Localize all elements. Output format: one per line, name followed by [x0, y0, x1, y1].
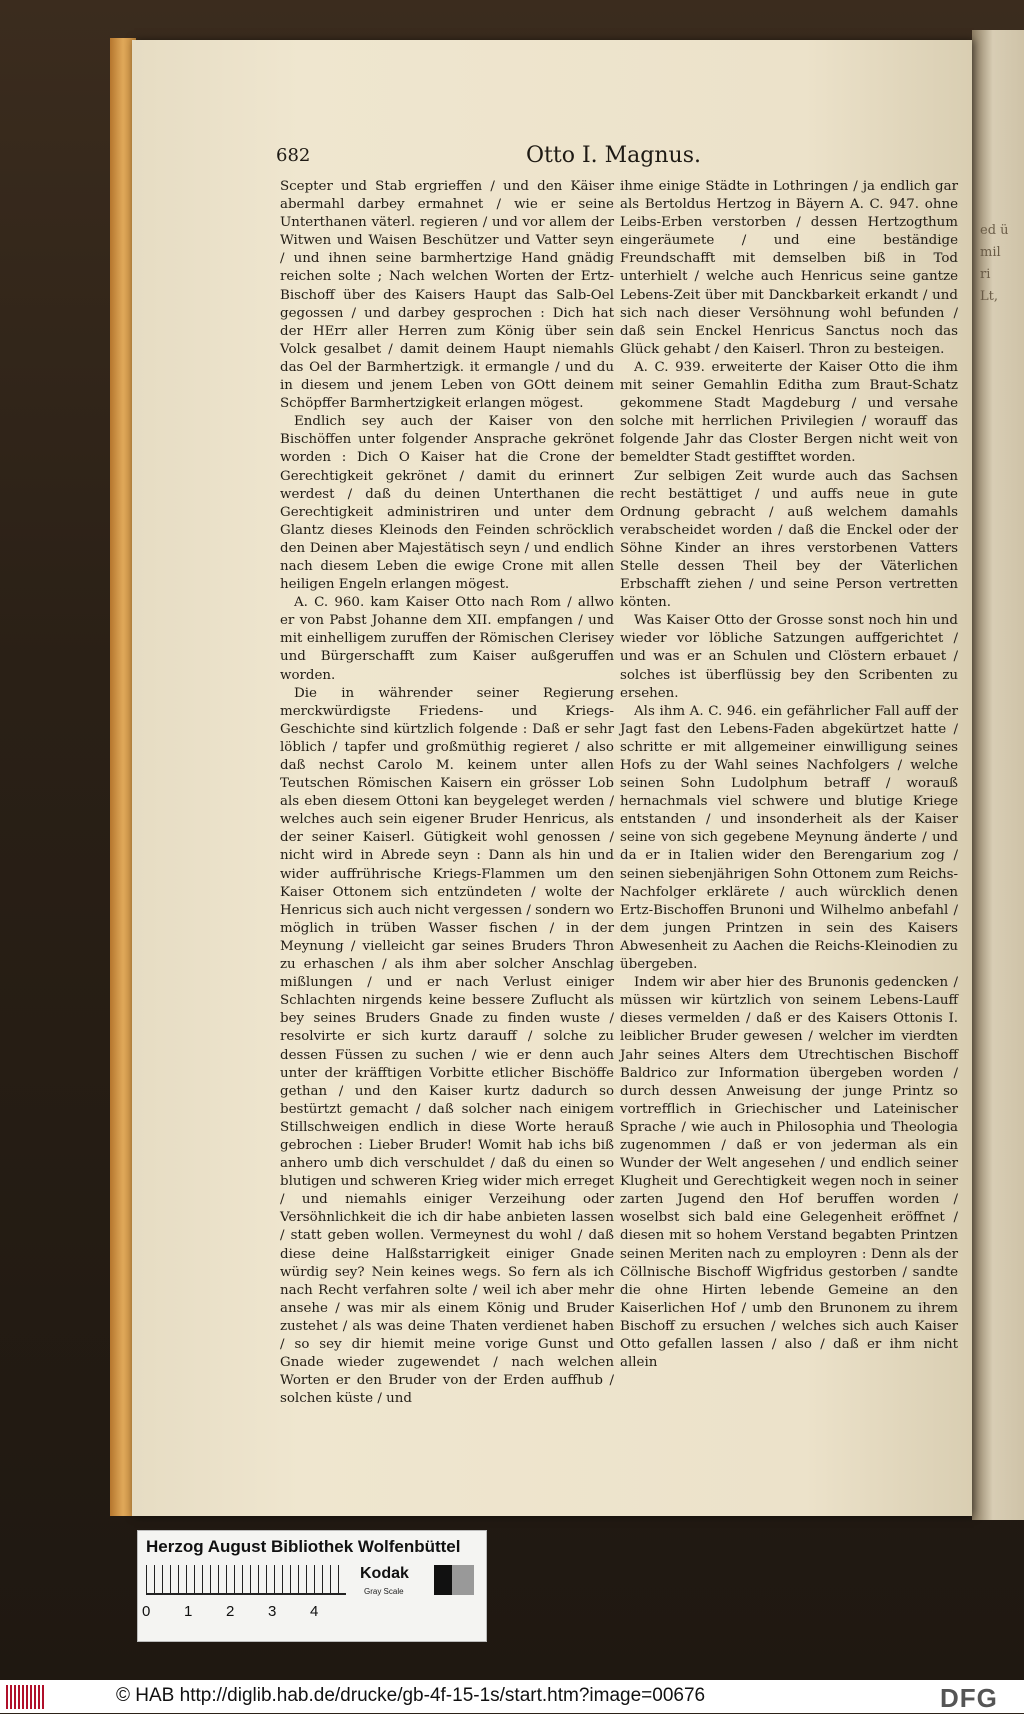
color-calibration-card [137, 1530, 487, 1642]
footer-bar [0, 1680, 1024, 1713]
adjacent-page-edge: ed ü mil ri Lt, [972, 30, 1024, 1520]
ruler-scale [146, 1565, 346, 1595]
ruler-number: 2 [226, 1603, 235, 1620]
page-header [276, 145, 954, 175]
text-column-left [280, 178, 614, 1408]
kodak-logo: Kodak [360, 1565, 409, 1582]
ruler-number: 1 [184, 1603, 193, 1620]
paragraph: ihme einige Städte in Lothringen / ja endlich gar als Bertoldus Hertzog in Bäyern A. C. 947. ohne Leibs-Erben verstorben / dessen Hertzogthum eingeräumete / und eine beständige Freundschafft mit demselben biß in Tod unterhielt / welche auch Henricus seine gantze Lebens-Zeit über mit Danckbarkeit erkandt / und sich nach dieser Versöhnung wohl befunden / daß sein Enckel Henricus Sanctus noch das Glück gehabt / den Kaiserl. Thron zu besteigen. [620, 179, 958, 357]
gray-scale-label: Gray Scale [364, 1587, 404, 1596]
footer-credit-link[interactable]: © HAB http://diglib.hab.de/drucke/gb-4f-15-1s/start.htm?image=00676 [116, 1685, 706, 1706]
paragraph: Zur selbigen Zeit wurde auch das Sachsen recht bestättiget / und auffs neue in gute Ordnung gebracht / auß welchem damahls verabscheidet worden / daß die Enckel oder der Söhne Kinder an ihres verstorbenen Vatters Stelle dessen Theil bey der Väterlichen Erbschafft ziehen / und seine Person vertretten könten. [620, 468, 958, 611]
ruler-number: 0 [142, 1603, 151, 1620]
barcode-icon [6, 1685, 46, 1709]
paragraph: Was Kaiser Otto der Grosse sonst noch hin und wieder vor löbliche Satzungen auffgerichtet / und was er an Schulen und Clöstern erbauet / solches ist überflüssig bey den Scribenten zu ersehen. [620, 613, 958, 701]
paragraph: Scepter und Stab ergrieffen / und den Käiser abermahl darbey ermahnet / wie er seine Unterthanen väterl. regieren / und vor allem der Witwen und Waisen Beschützer und Vatter seyn / und ihnen seine barmhertzige Hand gnädig reichen solte ; Nach welchen Worten der Ertz-Bischoff über des Kaisers Haupt das Salb-Oel gegossen / und darbey gesprochen : Dich hat der HErr aller Herren zum König über sein Volck gesalbet / damit deinem Haupt niemahls das Oel der Barmhertzigk. it ermangle / und du in diesem und jenem Leben von GOtt deinem Schöpffer Barmhertzigkeit erlangen mögest. [280, 179, 614, 412]
paragraph: A. C. 960. kam Kaiser Otto nach Rom / allwo er von Pabst Johanne dem XII. empfangen / und mit einhelligem zuruffen der Römischen Clerisey und Bürgerschafft zum Kaiser außgeruffen worden. [280, 595, 614, 683]
page-number: 682 [276, 145, 311, 166]
library-name: Herzog August Bibliothek Wolfenbüttel [146, 1537, 461, 1556]
dfg-logo: DFG [940, 1683, 998, 1713]
running-title: Otto I. Magnus. [526, 143, 701, 168]
ruler-number: 4 [310, 1603, 319, 1620]
paragraph: A. C. 939. erweiterte der Kaiser Otto die ihm mit seiner Gemahlin Editha zum Braut-Schatz gekommene Stadt Magdeburg / und versahe solche mit herrlichen Privilegien / worauff das folgende Jahr das Closter Bergen nicht weit von bemeldter Stadt gestifftet worden. [620, 359, 958, 466]
paragraph: Endlich sey auch der Kaiser von den Bischöffen unter folgender Ansprache gekrönet worden : Dich O Kaiser hat die Crone der Gerechtigkeit gekrönet / damit du erinnert werdest / daß du deinen Unterthanen die Gerechtigkeit administriren und unter dem Glantz dieses Kleinods den Feinden schröcklich den Deinen aber Majestätisch seyn / und endlich nach diesem Leben die ewige Crone mit allen heiligen Engeln erlangen mögest. [280, 414, 614, 593]
text-column-right [620, 178, 958, 1372]
ruler-number: 3 [268, 1603, 277, 1620]
paragraph: Indem wir aber hier des Brunonis gedencken / müssen wir kürtzlich von seinem Lebens-Lauff dieses vermelden / daß er des Kaisers Ottonis I. leiblicher Bruder gewesen / welcher im vierdten Jahr seines Alters dem Utrechtischen Bischoff Baldrico zur Information übergeben worden / durch dessen Anweisung der junge Printz so vortrefflich in Griechischer und Lateinischer Sprache / wie auch in Philosophia und Theologia zugenommen / daß er von jederman als ein Wunder der Welt angesehen / und endlich seiner Klugheit und Gerechtigkeit wegen noch in seiner zarten Jugend den Hof beruffen worden / woselbst sich bald eine Gelegenheit eröffnet / diesen mit so hohem Verstand begabten Printzen seinen Meriten nach zu employren : Denn als der Cöllnische Bischoff Wigfridus gestorben / sandte die ohne Hirten lebende Gemeine an den Kaiserlichen Hof / umb den Brunonem zu ihrem Bischoff zu ersuchen / welches sich auch Kaiser Otto gefallen lassen / also / daß er ihm nicht allein [620, 975, 958, 1371]
paragraph: Die in währender seiner Regierung merckwürdigste Friedens- und Kriegs-Geschichte sind kürtzlich folgende : Daß er sehr löblich / tapfer und großmüthig regieret / also daß nechst Carolo M. keinem unter allen Teutschen Römischen Kaisern ein grösser Lob als eben diesem Ottoni kan beygeleget werden / welches auch sein eigener Bruder Henricus, als der seiner Kaiserl. Gütigkeit wohl genossen / nicht wird in Abrede seyn : Dann als hin und wider auffrührische Kriegs-Flammen um den Kaiser Ottonem sich entzündeten / wolte der Henricus sich auch nicht vergessen / sondern wo möglich in trüben Wasser fischen / in der Meynung / vielleicht gar seines Bruders Thron zu erhaschen / als ihm aber solcher Anschlag mißlungen / und er nach Verlust einiger Schlachten nirgends keine bessere Zuflucht als bey seines Bruders Gnade zu finden wuste / resolvirte er sich kurtz darauff / solche zu dessen Füssen zu suchen / wie er denn auch unter der kräfftigen Vorbitte etlicher Bischöffe gethan / und den Kaiser kurtz dadurch so bestürtzt gemacht / daß solcher nach einigem Stillschweigen endlich in diese Worte herauß gebrochen : Lieber Bruder! Womit hab ichs biß anhero umb dich verschuldet / daß du einen so blutigen und schweren Krieg wider mich erreget / und niemahls einiger Verzeihung oder Versöhnlichkeit die ich dir habe anbieten lassen / statt geben wollen. Vermeynest du wohl / daß diese deine Halßstarrigkeit einiger Gnade würdig sey? Nein keines wegs. So fern als ich nach Recht verfahren solte / weil ich aber mehr ansehe / was mir als einem König und Bruder zustehet / als was deine Thaten verdienet haben / so sey dir hiemit meine vorige Gunst und Gnade wieder zugewendet / nach welchen Worten er den Bruder von der Erden auffhub / solchen küste / und [280, 685, 614, 1407]
gray-patch [434, 1565, 474, 1595]
paragraph: Als ihm A. C. 946. ein gefährlicher Fall auff der Jagt fast den Lebens-Faden abgekürtzet hatte / schritte er mit allgemeiner einwilligung seines Hofs zu der Wahl seines Nachfolgers / welche seinen Sohn Ludolphum betraff / worauß hernachmals viel schwere und blutige Kriege entstanden / und insonderheit als der Kaiser seine von sich gegebene Meynung änderte / und da er in Italien wider den Berengarium zog / seinen siebenjährigen Sohn Ottonem zum Reichs-Nachfolger erklärete / auch würcklich denen Ertz-Bischoffen Brunoni und Wilhelmo anbefahl / dem jungen Printzen in sein des Kaisers Abwesenheit zu Aachen die Reichs-Kleinodien zu übergeben. [620, 703, 959, 973]
